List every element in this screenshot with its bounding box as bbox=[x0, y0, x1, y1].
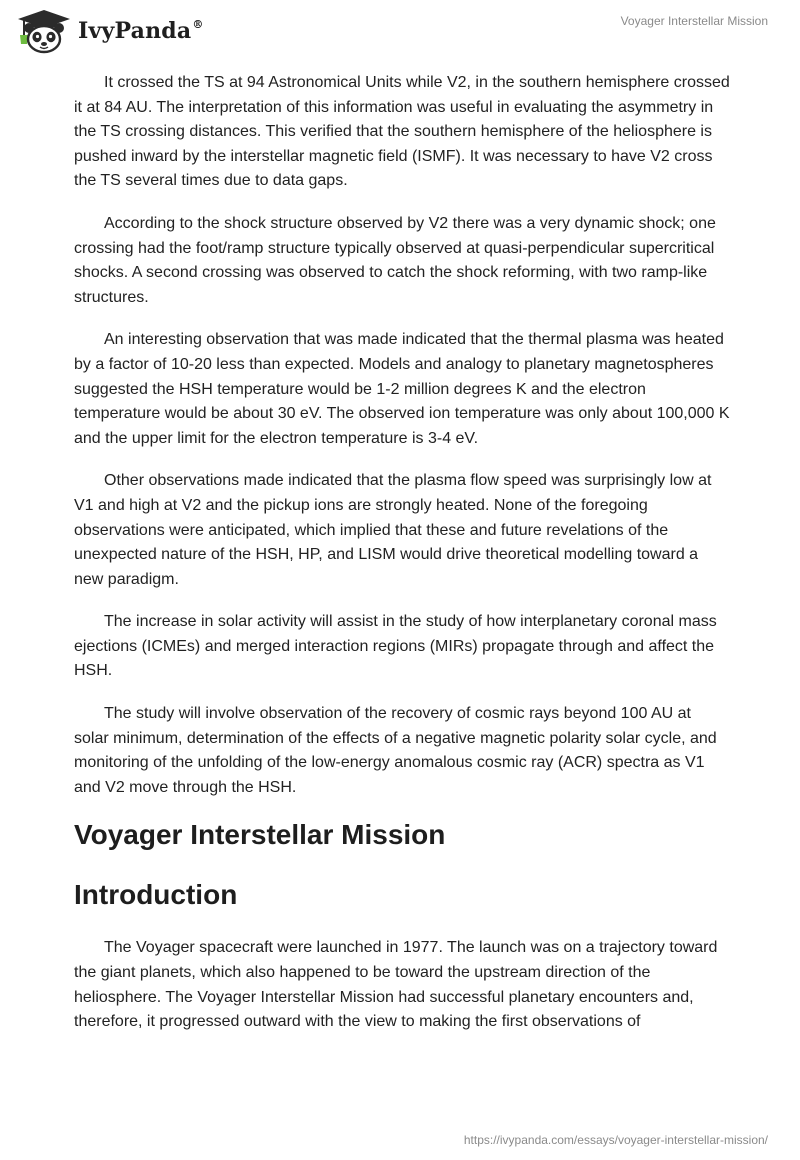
paragraph: Other observations made indicated that the plasma flow speed was surprisingly low at V1 and high at V2 and the pickup ions are strongly heated. None of the foregoing observations were anticipated, which implied that these and future revelations of the unexpected nature of the HSH, HP, and LISM would drive theoretical modelling toward a new paradigm. bbox=[74, 472, 712, 588]
paragraph: The Voyager spacecraft were launched in 1977. The launch was on a trajectory toward the giant planets, which also happened to be toward the upstream direction of the heliosphere. The Voyager Interstellar Mission had successful planetary encounters and, therefore, it progressed outward with the view to making the first observations of bbox=[74, 939, 718, 1031]
ivypanda-logo[interactable] bbox=[16, 8, 204, 54]
paragraph: It crossed the TS at 94 Astronomical Units while V2, in the southern hemisphere crossed it at 84 AU. The interpretation of this information was useful in evaluating the asymmetry in the TS crossing distances. This verified that the southern hemisphere of the heliosphere is pushed inward by the interstellar magnetic field (ISMF). It was necessary to have V2 cross the TS several times due to data gaps. bbox=[74, 74, 730, 190]
essay-content bbox=[74, 71, 730, 1053]
paragraph: The study will involve observation of the recovery of cosmic rays beyond 100 AU at solar minimum, determination of the effects of a negative magnetic polarity solar cycle, and monitoring of the unfolding of the low-energy anomalous cosmic ray (ACR) spectra as V1 and V2 move through the HSH. bbox=[74, 705, 717, 796]
paragraph: An interesting observation that was made indicated that the thermal plasma was heated by a factor of 10-20 less than expected. Models and analogy to planetary magnetospheres suggested the HSH temperature would be 1-2 million degrees K and the electron temperature would be about 30 eV. The observed ion temperature was only about 100,000 K and the upper limit for the electron temperature is 3-4 eV. bbox=[74, 331, 730, 447]
section-heading-title: Voyager Interstellar Mission bbox=[74, 819, 446, 851]
page-header bbox=[0, 0, 800, 64]
source-url-link[interactable]: https://ivypanda.com/essays/voyager-interstellar-mission/ bbox=[463, 1133, 768, 1147]
panda-graduate-icon bbox=[16, 8, 72, 54]
running-title: Voyager Interstellar Mission bbox=[620, 14, 768, 28]
brand-name: IvyPanda® bbox=[78, 17, 204, 44]
paragraph: The increase in solar activity will assist in the study of how interplanetary coronal mass ejections (ICMEs) and merged interaction regions (MIRs) propagate through and affect the HSH. bbox=[74, 613, 717, 680]
section-heading-introduction: Introduction bbox=[74, 879, 238, 911]
registered-mark: ® bbox=[192, 17, 204, 31]
paragraph: According to the shock structure observed by V2 there was a very dynamic shock; one crossing had the foot/ramp structure typically observed at quasi-perpendicular supercritical shocks. A second crossing was observed to catch the shock reforming, with two ramp-like structures. bbox=[74, 214, 716, 306]
